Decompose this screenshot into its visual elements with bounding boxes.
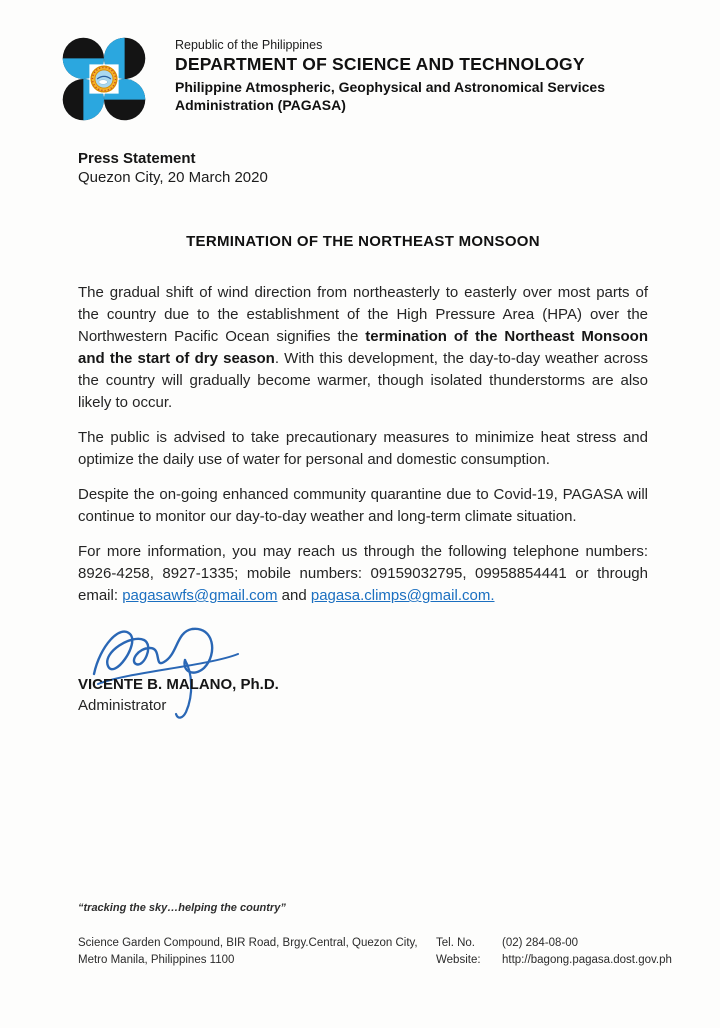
paragraph-1-lead: The gradual shift of wind direction from northeasterly to easterly over most parts of the country due to the establishment of the High Pressure Area (HPA) over the Northwestern Pacific Ocean signifies the (78, 284, 648, 345)
address-line-2: Metro Manila, Philippines 1100 (78, 953, 235, 966)
website-label: Website: (436, 953, 481, 966)
dateline: Quezon City, 20 March 2020 (78, 169, 268, 186)
address-line-1: Science Garden Compound, BIR Road, Brgy.Central, Quezon City, (78, 937, 418, 949)
letterhead (78, 36, 648, 122)
website-value: http://bagong.pagasa.dost.gov.ph (502, 953, 672, 966)
signatory-role: Administrator (78, 697, 167, 714)
document-body (78, 282, 648, 607)
paragraph-2: The public is advised to take precautionary measures to minimize heat stress and optimize the daily use of water for personal and domestic consumption. (78, 429, 648, 468)
paragraph-4 (78, 541, 648, 607)
email-link-pagasawfs[interactable]: pagasawfs@gmail.com (122, 587, 278, 604)
department-name: DEPARTMENT OF SCIENCE AND TECHNOLOGY (175, 54, 585, 74)
republic-line: Republic of the Philippines (175, 38, 323, 52)
document-title: TERMINATION OF THE NORTHEAST MONSOON (186, 233, 540, 250)
agency-name-line1: Philippine Atmospheric, Geophysical and Astronomical Services (175, 79, 605, 95)
agency-name-line2: Administration (PAGASA) (175, 97, 346, 114)
paragraph-1 (78, 282, 648, 414)
letterhead-text (175, 36, 605, 115)
document-meta (78, 150, 648, 186)
pagasa-flower-logo-icon (61, 36, 147, 122)
document-footer (78, 902, 680, 968)
paragraph-1-bold: termination of the Northeast Monsoon and the start of dry season (78, 328, 648, 367)
footer-contact (436, 935, 672, 968)
paragraph-4-and: and (277, 587, 311, 604)
footer-address (78, 935, 428, 968)
signature-block (78, 620, 648, 740)
agency-tagline: “tracking the sky…helping the country” (78, 902, 286, 914)
signatory-name: VICENTE B. MALANO, Ph.D. (78, 676, 279, 693)
press-statement-label: Press Statement (78, 150, 196, 167)
paragraph-3: Despite the on-going enhanced community quarantine due to Covid-19, PAGASA will continue to monitor our day-to-day weather and long-term climate situation. (78, 486, 648, 525)
tel-label: Tel. No. (436, 937, 475, 949)
paragraph-4-lead: For more information, you may reach us through the following telephone numbers: 8926-4258, 8927-1335; mobile numbers: 09159032795, 09958854441 or through email: (78, 543, 648, 604)
tel-value: (02) 284-08-00 (502, 937, 579, 949)
paragraph-1-tail: . With this development, the day-to-day weather across the country will gradually become warmer, though isolated thunderstorms are also likely to occur. (78, 350, 648, 411)
email-link-pagasa-climps[interactable]: pagasa.climps@gmail.com. (310, 587, 495, 604)
pagasa-flower-logo (61, 36, 147, 122)
